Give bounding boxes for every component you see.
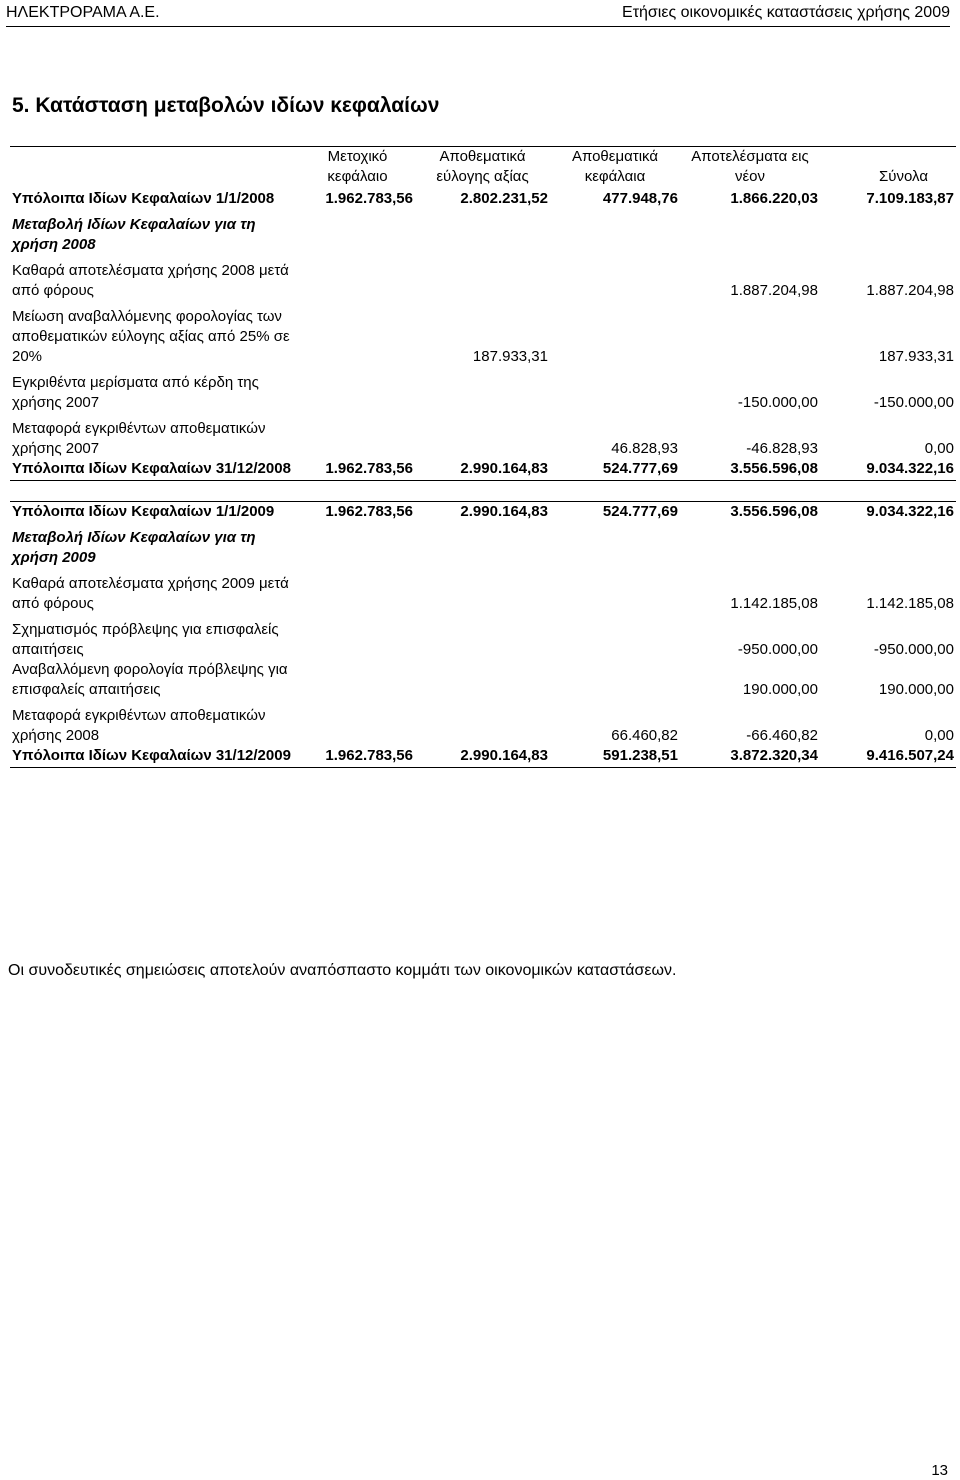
cell-fair-value-reserves — [415, 367, 550, 413]
cell-retained-earnings: -150.000,00 — [737, 394, 818, 411]
cell-reserves — [550, 660, 680, 700]
cell-retained-earnings: 3.556.596,08 — [680, 459, 820, 481]
table-row — [10, 614, 956, 660]
table-row — [10, 746, 956, 768]
row-label: Μεταβολή Ιδίων Κεφαλαίων για τη χρήση 2008 — [12, 216, 256, 253]
cell-total — [820, 522, 956, 568]
cell-retained-earnings: 1.142.185,08 — [730, 595, 818, 612]
header-divider — [6, 26, 950, 27]
cell-fair-value-reserves: 2.990.164,83 — [415, 746, 550, 768]
cell-retained-earnings — [680, 209, 820, 255]
cell-reserves — [550, 367, 680, 413]
cell-fair-value-reserves — [415, 413, 550, 459]
cell-share-capital — [300, 568, 415, 614]
cell-reserves — [550, 568, 680, 614]
cell-retained-earnings: 1.887.204,98 — [730, 282, 818, 299]
cell-fair-value-reserves — [415, 614, 550, 660]
cell-fair-value-reserves — [415, 700, 550, 746]
cell-share-capital — [300, 367, 415, 413]
cell-reserves — [550, 209, 680, 255]
cell-reserves: 591.238,51 — [550, 746, 680, 768]
cell-reserves: 477.948,76 — [602, 190, 678, 207]
cell-fair-value-reserves: 187.933,31 — [472, 348, 548, 365]
table-row — [10, 255, 956, 301]
cell-reserves — [550, 522, 680, 568]
row-label: Σχηματισμός πρόβλεψης για επισφαλείς απαιτήσεις — [12, 621, 279, 658]
cell-total: 1.142.185,08 — [866, 595, 954, 612]
column-header-reserves: Αποθεματικά κεφάλαια — [571, 148, 659, 185]
cell-retained-earnings — [680, 301, 820, 367]
cell-total: 187.933,31 — [878, 348, 954, 365]
page-number: 13 — [931, 1462, 948, 1479]
row-label: Υπόλοιπα Ιδίων Κεφαλαίων 1/1/2009 — [10, 502, 300, 523]
cell-reserves: 66.460,82 — [611, 727, 678, 744]
table-row — [10, 502, 956, 523]
row-label: Μείωση αναβαλλόμενης φορολογίας των αποθεματικών εύλογης αξίας από 25% σε 20% — [12, 308, 290, 365]
cell-total: 7.109.183,87 — [866, 190, 954, 207]
cell-fair-value-reserves — [415, 522, 550, 568]
row-label: Μεταβολή Ιδίων Κεφαλαίων για τη χρήση 2009 — [12, 529, 256, 566]
cell-share-capital — [300, 614, 415, 660]
cell-share-capital — [300, 522, 415, 568]
table-row — [10, 660, 956, 700]
cell-fair-value-reserves — [415, 660, 550, 700]
row-label: Εγκριθέντα μερίσματα από κέρδη της χρήσης 2007 — [12, 374, 259, 411]
cell-fair-value-reserves — [415, 255, 550, 301]
cell-retained-earnings: -66.460,82 — [746, 727, 818, 744]
cell-retained-earnings: 3.556.596,08 — [680, 502, 820, 523]
table-row — [10, 459, 956, 481]
cell-total — [820, 209, 956, 255]
cell-total: 9.416.507,24 — [820, 746, 956, 768]
cell-total: 0,00 — [924, 727, 954, 744]
cell-total: 190.000,00 — [878, 681, 954, 698]
table-row — [10, 209, 956, 255]
column-header-share-capital: Μετοχικό κεφάλαιο — [327, 148, 388, 185]
cell-retained-earnings: 3.872.320,34 — [680, 746, 820, 768]
cell-reserves: 46.828,93 — [611, 440, 678, 457]
table-row — [10, 700, 956, 746]
cell-share-capital — [300, 209, 415, 255]
row-label: Υπόλοιπα Ιδίων Κεφαλαίων 31/12/2008 — [10, 459, 300, 481]
row-label: Αναβαλλόμενη φορολογία πρόβλεψης για επισφαλείς απαιτήσεις — [12, 661, 288, 698]
cell-share-capital — [300, 700, 415, 746]
table-row — [10, 189, 956, 209]
cell-retained-earnings: 1.866.220,03 — [730, 190, 818, 207]
cell-reserves — [550, 301, 680, 367]
cell-fair-value-reserves: 2.990.164,83 — [415, 459, 550, 481]
company-name: ΗΛΕΚΤΡΟΡΑΜΑ Α.Ε. — [6, 4, 160, 21]
cell-reserves: 524.777,69 — [550, 502, 680, 523]
row-label: Μεταφορά εγκριθέντων αποθεματικών χρήσης 2008 — [12, 707, 266, 744]
cell-total: -150.000,00 — [873, 394, 954, 411]
table-spacer-row — [10, 481, 956, 502]
row-label: Μεταφορά εγκριθέντων αποθεματικών χρήσης 2007 — [12, 420, 266, 457]
cell-share-capital: 1.962.783,56 — [300, 459, 415, 481]
cell-share-capital — [300, 255, 415, 301]
cell-reserves: 524.777,69 — [550, 459, 680, 481]
cell-reserves — [550, 255, 680, 301]
cell-fair-value-reserves: 2.990.164,83 — [415, 502, 550, 523]
table-header-row — [10, 147, 956, 190]
cell-total: -950.000,00 — [873, 641, 954, 658]
column-header-totals: Σύνολα — [879, 168, 928, 185]
table-row — [10, 301, 956, 367]
cell-total: 1.887.204,98 — [866, 282, 954, 299]
section-title: 5. Κατάσταση μεταβολών ιδίων κεφαλαίων — [12, 94, 440, 117]
row-label: Υπόλοιπα Ιδίων Κεφαλαίων 31/12/2009 — [10, 746, 300, 768]
cell-fair-value-reserves: 2.802.231,52 — [460, 190, 548, 207]
cell-share-capital — [300, 413, 415, 459]
cell-total: 9.034.322,16 — [820, 459, 956, 481]
report-title: Ετήσιες οικονομικές καταστάσεις χρήσης 2009 — [622, 4, 950, 21]
table-row — [10, 568, 956, 614]
column-header-fair-value-reserves: Αποθεματικά εύλογης αξίας — [436, 148, 529, 185]
cell-total: 0,00 — [924, 440, 954, 457]
cell-total: 9.034.322,16 — [820, 502, 956, 523]
table-row — [10, 367, 956, 413]
cell-share-capital: 1.962.783,56 — [300, 502, 415, 523]
equity-changes-table — [10, 146, 956, 768]
cell-share-capital: 1.962.783,56 — [325, 190, 413, 207]
row-label: Καθαρά αποτελέσματα χρήσης 2009 μετά από φόρους — [12, 575, 289, 612]
column-header-retained-earnings: Αποτελέσματα εις νέον — [691, 148, 809, 185]
cell-fair-value-reserves — [415, 568, 550, 614]
cell-share-capital: 1.962.783,56 — [300, 746, 415, 768]
table-row — [10, 522, 956, 568]
footnote: Οι συνοδευτικές σημειώσεις αποτελούν αναπόσπαστο κομμάτι των οικονομικών καταστάσεων. — [8, 962, 677, 979]
cell-fair-value-reserves — [415, 209, 550, 255]
cell-reserves — [550, 614, 680, 660]
cell-retained-earnings: 190.000,00 — [742, 681, 818, 698]
cell-share-capital — [300, 301, 415, 367]
row-label: Καθαρά αποτελέσματα χρήσης 2008 μετά από φόρους — [12, 262, 289, 299]
cell-retained-earnings: -46.828,93 — [746, 440, 818, 457]
cell-retained-earnings — [680, 522, 820, 568]
cell-share-capital — [300, 660, 415, 700]
column-header-label — [10, 147, 300, 190]
table-row — [10, 413, 956, 459]
cell-retained-earnings: -950.000,00 — [737, 641, 818, 658]
row-label: Υπόλοιπα Ιδίων Κεφαλαίων 1/1/2008 — [12, 190, 275, 207]
